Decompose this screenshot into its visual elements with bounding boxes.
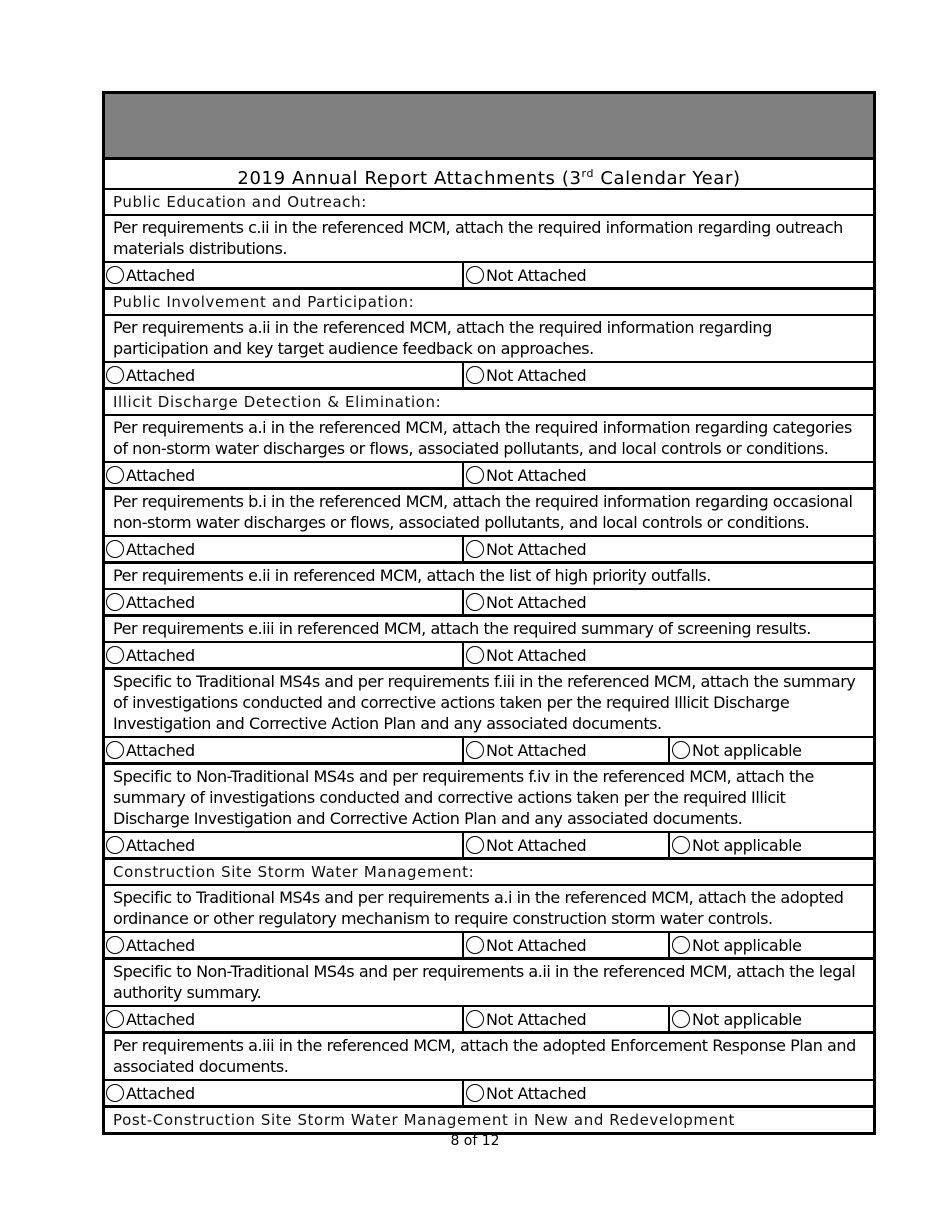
not-applicable-option[interactable]: Not applicable	[670, 1007, 873, 1031]
attached-option[interactable]: Attached	[105, 833, 464, 857]
radio-button[interactable]	[106, 646, 124, 664]
radio-button[interactable]	[672, 936, 690, 954]
radio-button[interactable]	[466, 466, 484, 484]
attachment-options	[105, 590, 873, 617]
attached-option[interactable]: Attached	[105, 738, 464, 762]
radio-button[interactable]	[466, 1084, 484, 1102]
requirement-text: Specific to Non-Traditional MS4s and per requirements a.ii in the referenced MCM, attach the legal authority summary.	[105, 960, 873, 1007]
radio-button[interactable]	[106, 266, 124, 284]
not-attached-option[interactable]: Not Attached	[464, 833, 670, 857]
radio-button[interactable]	[672, 741, 690, 759]
radio-button[interactable]	[106, 593, 124, 611]
attached-option[interactable]: Attached	[105, 363, 464, 387]
attachment-options	[105, 933, 873, 960]
radio-button[interactable]	[466, 936, 484, 954]
attachment-options	[105, 833, 873, 860]
not-attached-option[interactable]: Not Attached	[464, 643, 668, 667]
attachment-options	[105, 263, 873, 290]
radio-button[interactable]	[106, 1010, 124, 1028]
attachments-form	[102, 91, 876, 1135]
attachment-options	[105, 1007, 873, 1034]
section-construction: Construction Site Storm Water Management:	[105, 860, 873, 886]
requirement-text: Per requirements a.i in the referenced MCM, attach the required information regarding categories of non-storm water discharges or flows, associated pollutants, and local controls or conditions.	[105, 416, 873, 463]
attached-option[interactable]: Attached	[105, 1081, 464, 1105]
not-attached-option[interactable]: Not Attached	[464, 463, 668, 487]
radio-button[interactable]	[466, 836, 484, 854]
radio-button[interactable]	[106, 741, 124, 759]
requirement-text: Per requirements a.iii in the referenced MCM, attach the adopted Enforcement Response Plan and associated documents.	[105, 1034, 873, 1081]
section-illicit-discharge: Illicit Discharge Detection & Elimination:	[105, 390, 873, 416]
radio-button[interactable]	[466, 1010, 484, 1028]
section-post-construction: Post-Construction Site Storm Water Management in New and Redevelopment	[113, 1111, 736, 1129]
not-applicable-option[interactable]: Not applicable	[670, 833, 873, 857]
not-attached-option[interactable]: Not Attached	[464, 537, 668, 561]
attached-option[interactable]: Attached	[105, 263, 464, 287]
section-public-education: Public Education and Outreach:	[105, 190, 873, 216]
radio-button[interactable]	[466, 741, 484, 759]
attachment-options	[105, 738, 873, 765]
requirement-text: Per requirements a.ii in the referenced MCM, attach the required information regarding participation and key target audience feedback on approaches.	[105, 316, 873, 363]
not-attached-option[interactable]: Not Attached	[464, 1081, 668, 1105]
not-applicable-option[interactable]: Not applicable	[670, 933, 873, 957]
not-applicable-option[interactable]: Not applicable	[670, 738, 873, 762]
title-superscript: rd	[581, 167, 595, 180]
requirement-text: Per requirements c.ii in the referenced MCM, attach the required information regarding outreach materials distributions.	[105, 216, 873, 263]
attachment-options	[105, 537, 873, 564]
form-title: 2019 Annual Report Attachments (3rd Calendar Year)	[105, 160, 873, 190]
requirement-text: Specific to Traditional MS4s and per requirements f.iii in the referenced MCM, attach the summary of investigations conducted and corrective actions taken per the required Illicit Discharge Investigation and Corrective Action Plan and any associated documents.	[105, 670, 873, 738]
not-attached-option[interactable]: Not Attached	[464, 1007, 670, 1031]
radio-button[interactable]	[466, 366, 484, 384]
attached-option[interactable]: Attached	[105, 463, 464, 487]
attachment-options	[105, 1081, 873, 1108]
radio-button[interactable]	[106, 836, 124, 854]
radio-button[interactable]	[466, 646, 484, 664]
attached-option[interactable]: Attached	[105, 933, 464, 957]
not-attached-option[interactable]: Not Attached	[464, 363, 668, 387]
requirement-text: Per requirements e.ii in referenced MCM, attach the list of high priority outfalls.	[105, 564, 873, 590]
requirement-text: Per requirements e.iii in referenced MCM, attach the required summary of screening results.	[105, 617, 873, 643]
requirement-text: Specific to Non-Traditional MS4s and per requirements f.iv in the referenced MCM, attach the summary of investigations conducted and corrective actions taken per the required Illicit Discharge Investigation and Corrective Action Plan and any associated documents.	[105, 765, 873, 833]
attachment-options	[105, 643, 873, 670]
not-attached-option[interactable]: Not Attached	[464, 738, 670, 762]
not-attached-option[interactable]: Not Attached	[464, 590, 668, 614]
page-number: 8 of 12	[450, 1133, 500, 1149]
attachment-options	[105, 463, 873, 490]
radio-button[interactable]	[106, 1084, 124, 1102]
attached-option[interactable]: Attached	[105, 590, 464, 614]
attached-option[interactable]: Attached	[105, 537, 464, 561]
radio-button[interactable]	[106, 366, 124, 384]
requirement-text: Per requirements b.i in the referenced MCM, attach the required information regarding occasional non-storm water discharges or flows, associated pollutants, and local controls or conditions.	[105, 490, 873, 537]
attached-option[interactable]: Attached	[105, 643, 464, 667]
not-attached-option[interactable]: Not Attached	[464, 933, 670, 957]
radio-button[interactable]	[106, 466, 124, 484]
attached-option[interactable]: Attached	[105, 1007, 464, 1031]
radio-button[interactable]	[672, 1010, 690, 1028]
radio-button[interactable]	[672, 836, 690, 854]
requirement-text: Specific to Traditional MS4s and per requirements a.i in the referenced MCM, attach the adopted ordinance or other regulatory mechanism to require construction storm water controls.	[105, 886, 873, 933]
radio-button[interactable]	[466, 540, 484, 558]
radio-button[interactable]	[466, 266, 484, 284]
attachment-options	[105, 363, 873, 390]
radio-button[interactable]	[466, 593, 484, 611]
header-band	[105, 94, 873, 160]
radio-button[interactable]	[106, 540, 124, 558]
section-public-involvement: Public Involvement and Participation:	[105, 290, 873, 316]
radio-button[interactable]	[106, 936, 124, 954]
not-attached-option[interactable]: Not Attached	[464, 263, 668, 287]
